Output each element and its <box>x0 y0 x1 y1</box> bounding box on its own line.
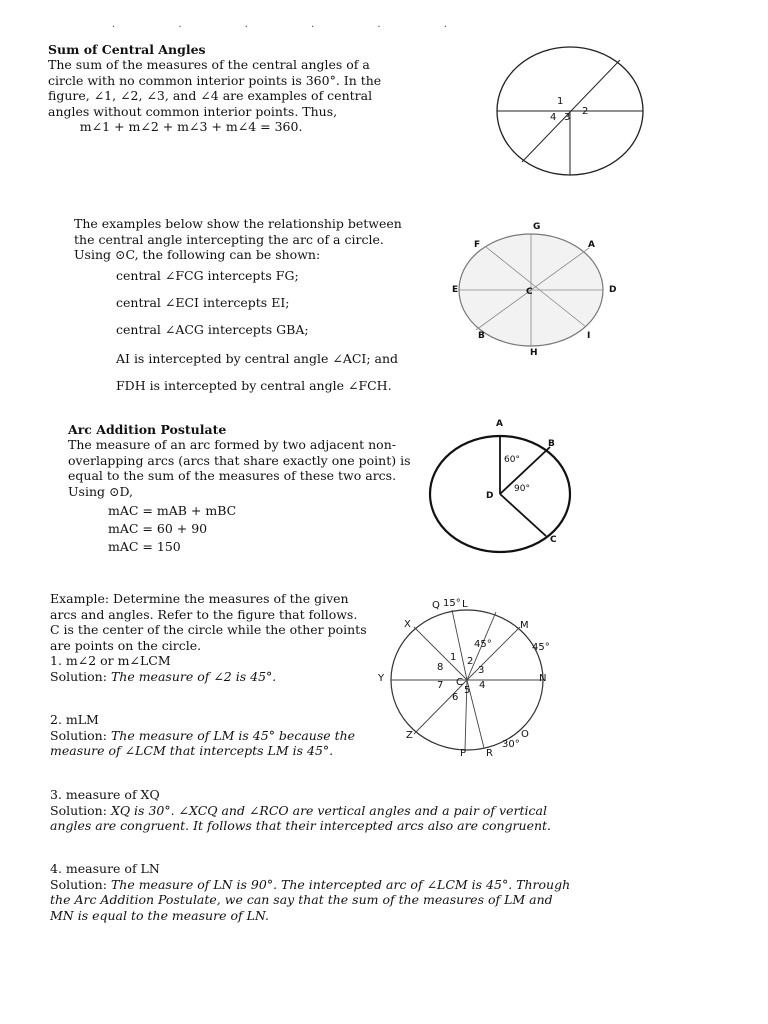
s3-eq-2: mAC = 60 + 90 <box>108 521 208 536</box>
s2-line-1: The examples below show the relationship between <box>74 216 402 231</box>
fig4-label-3: 3 <box>478 665 485 676</box>
s3-eq-3: mAC = 150 <box>108 539 181 554</box>
fig4-label-45-inner: 45° <box>474 639 492 650</box>
fig4-label-Z: Z <box>406 730 413 741</box>
s3-line-1: The measure of an arc formed by two adjacent non- <box>68 437 396 452</box>
s4-line-1: Example: Determine the measures of the given <box>50 591 349 606</box>
s2-item-3: central ∠ACG intercepts GBA; <box>116 322 309 337</box>
fig3-label-C: C <box>550 535 557 545</box>
fig4-label-5: 5 <box>464 685 471 696</box>
s4-q3-solution <box>50 803 551 819</box>
fig2-label-A: A <box>588 240 595 250</box>
fig1-label-3: 3 <box>564 112 571 123</box>
heading-sum-central-angles: Sum of Central Angles <box>48 42 206 57</box>
fig2-label-B: B <box>478 331 485 341</box>
fig4-label-45-outer: 45° <box>532 642 550 653</box>
figure-circle-example <box>372 594 562 766</box>
s4-q1: 1. m∠2 or m∠LCM <box>50 653 171 668</box>
fig2-label-G: G <box>533 222 541 232</box>
fig3-label-B: B <box>548 439 555 449</box>
s3-eq-1: mAC = mAB + mBC <box>108 503 237 518</box>
section-central-angle-examples <box>74 216 402 263</box>
s2-item-1: central ∠FCG intercepts FG; <box>116 268 299 283</box>
fig4-label-M: M <box>520 620 529 631</box>
s4-q1-sol-label: Solution: <box>50 668 107 684</box>
s4-q1-sol-text: The measure of ∠2 is 45°. <box>110 668 277 684</box>
s4-q4-sol-line-2: the Arc Addition Postulate, we can say that the sum of the measures of LM and <box>50 892 553 907</box>
figure-central-angles <box>490 44 650 180</box>
s4-line-2: arcs and angles. Refer to the figure that follows. <box>50 606 358 622</box>
fig3-label-90: 90° <box>514 484 530 494</box>
fig4-label-L: L <box>462 599 468 610</box>
fig2-label-E: E <box>452 285 459 295</box>
s1-line-1: The sum of the measures of the central angles of a <box>48 57 370 72</box>
section-arc-addition <box>68 422 411 499</box>
s4-q4-sol-label: Solution: <box>50 876 107 892</box>
top-marks: · · · · · · <box>112 22 477 33</box>
s4-q4: 4. measure of LN <box>50 861 160 876</box>
fig1-label-2: 2 <box>582 106 589 117</box>
fig3-label-A: A <box>496 419 503 429</box>
s2-item-5: FDH is intercepted by central angle ∠FCH. <box>116 378 392 393</box>
s1-equation: m∠1 + m∠2 + m∠3 + m∠4 = 360. <box>48 119 303 134</box>
s1-line-4: angles without common interior points. Thus, <box>48 103 338 119</box>
fig4-label-P: P <box>460 748 467 759</box>
fig4-label-N: N <box>539 673 547 684</box>
s4-line-4: are points on the circle. <box>50 637 202 653</box>
fig3-label-D: D <box>486 491 494 501</box>
fig4-label-1: 1 <box>450 652 457 663</box>
s4-line-3: C is the center of the circle while the other points <box>50 622 367 637</box>
s4-q2-solution <box>50 728 355 744</box>
s4-q2-sol-line-2: measure of ∠LCM that intercepts LM is 45°. <box>50 743 334 758</box>
figure-circle-c <box>446 220 626 360</box>
s3-line-4: Using ⊙D, <box>68 483 133 499</box>
fig1-label-1: 1 <box>557 96 564 107</box>
s4-q3-sol-line-2: angles are congruent. It follows that their intercepted arcs also are congruent. <box>50 818 552 833</box>
s3-line-2: overlapping arcs (arcs that share exactly one point) is <box>68 452 411 468</box>
fig4-label-Q: Q <box>432 600 440 611</box>
s4-q4-sol-line-1: The measure of LN is 90°. The intercepted arc of ∠LCM is 45°. Through <box>110 876 571 892</box>
fig4-label-X: X <box>404 619 411 630</box>
fig4-label-Y: Y <box>378 673 385 684</box>
s4-q4-solution <box>50 877 570 893</box>
s4-question-4 <box>50 861 570 923</box>
s3-line-3: equal to the sum of the measures of these two arcs. <box>68 468 397 483</box>
s4-question-2 <box>50 712 355 759</box>
s2-item-4: AI is intercepted by central angle ∠ACI; and <box>116 351 399 366</box>
s2-line-3: Using ⊙C, the following can be shown: <box>74 247 321 262</box>
s4-q1-solution <box>50 669 367 685</box>
s4-q2-sol-line-1: The measure of LM is 45° because the <box>110 727 356 743</box>
fig4-label-15: 15° <box>443 598 461 609</box>
fig2-label-H: H <box>530 348 538 358</box>
fig4-label-30: 30° <box>502 739 520 750</box>
fig4-label-7: 7 <box>437 680 444 691</box>
fig4-label-6: 6 <box>452 692 459 703</box>
section-example <box>50 591 367 684</box>
section-sum-central-angles <box>48 42 381 135</box>
s4-q3: 3. measure of XQ <box>50 787 160 802</box>
fig2-label-D: D <box>609 285 617 295</box>
fig4-label-8: 8 <box>437 662 444 673</box>
fig2-label-I: I <box>587 331 591 341</box>
s4-q4-sol-line-3: MN is equal to the measure of LN. <box>50 907 269 923</box>
s4-q2-sol-label: Solution: <box>50 727 107 743</box>
fig2-label-F: F <box>474 240 481 250</box>
s1-line-2: circle with no common interior points is 360°. In the <box>48 72 382 88</box>
fig2-label-C: C <box>526 287 533 297</box>
fig4-label-4: 4 <box>479 680 486 691</box>
s4-q3-sol-label: Solution: <box>50 802 107 818</box>
fig3-label-60: 60° <box>504 455 520 465</box>
s2-line-2: the central angle intercepting the arc of a circle. <box>74 231 384 247</box>
fig4-label-C: C <box>456 677 463 688</box>
fig4-label-2: 2 <box>467 656 474 667</box>
heading-arc-addition: Arc Addition Postulate <box>68 422 227 437</box>
fig4-label-O: O <box>521 729 529 740</box>
s4-question-3 <box>50 787 551 834</box>
s1-line-3: figure, ∠1, ∠2, ∠3, and ∠4 are examples of central <box>48 88 373 103</box>
fig1-label-4: 4 <box>550 112 557 123</box>
s2-item-2: central ∠ECI intercepts EI; <box>116 295 290 310</box>
s4-q2: 2. mLM <box>50 712 99 727</box>
fig4-label-R: R <box>486 748 493 759</box>
s4-q3-sol-line-1: XQ is 30°. ∠XCQ and ∠RCO are vertical angles and a pair of vertical <box>110 802 547 818</box>
figure-circle-d <box>428 414 588 554</box>
